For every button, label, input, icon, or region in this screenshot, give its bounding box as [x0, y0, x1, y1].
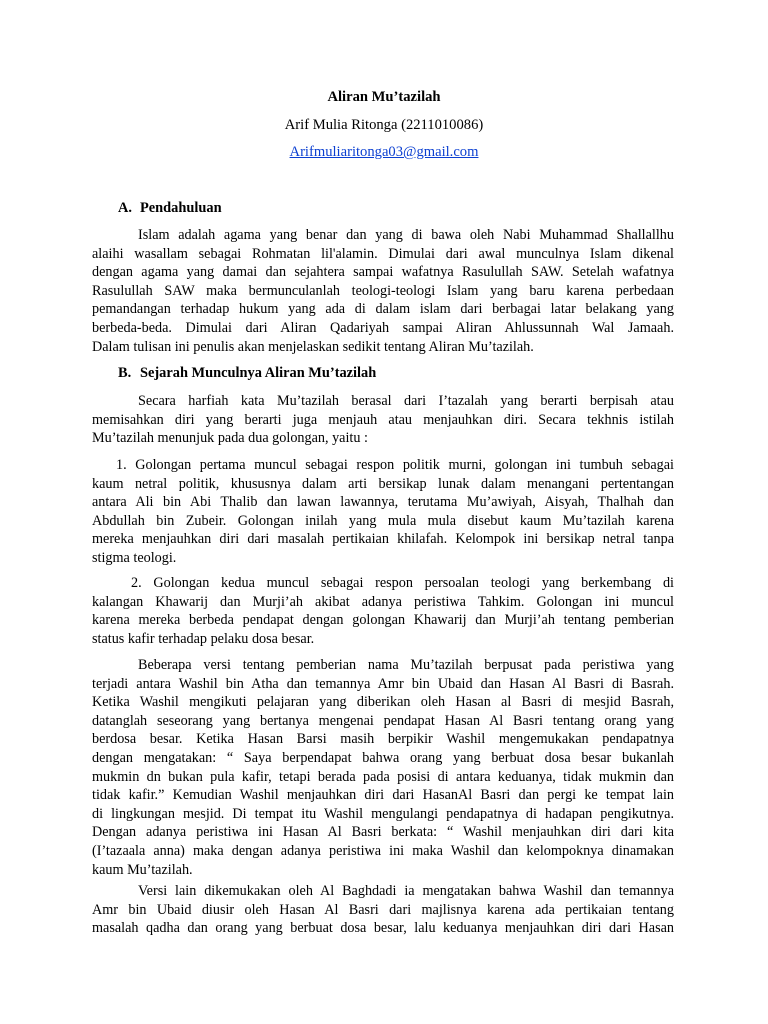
- author-line: Arif Mulia Ritonga (2211010086): [284, 117, 484, 133]
- text-line: terjadi antara Washil bin Atha dan temannya Amr bin Ubaid dan Hasan Al Basri di Basrah.: [92, 675, 674, 692]
- section-title: Pendahuluan: [140, 200, 222, 216]
- section-heading-a: [118, 199, 222, 218]
- text-line: mereka menjauhkan diri dari masalah pertikaian khilafah. Kelompok ini bersikap netral tanpa: [92, 531, 674, 548]
- text-line: datanglah seseorang yang bertanya mengenai pendapat Hasan Al Basri tentang orang yang: [92, 712, 674, 729]
- email-line: [0, 143, 768, 162]
- email-link[interactable]: Arifmuliaritonga03@gmail.com: [289, 144, 479, 160]
- paragraph-pendahuluan: [92, 226, 674, 356]
- text-line: Rasulullah SAW maka bermunculanlah teologi-teologi Islam yang baru karena perbedaan: [92, 282, 674, 299]
- text-line: stigma teologi.: [92, 549, 177, 566]
- text-line: memisahkan diri yang berarti juga menjauh atau menjauhkan diri. Secara tekhnis istilah: [92, 411, 674, 428]
- text-line: tidak kafir.” Kemudian Washil menjauhkan diri dari HasanAl Basri dan pergi ke tempat lain: [92, 787, 674, 804]
- paragraph-naming: [92, 656, 674, 879]
- text-line: alaihi wasallam sebagai Rohmatan lil'alamin. Dimulai dari awal munculnya Islam dikenal: [92, 245, 674, 262]
- text-line: 2. Golongan kedua muncul sebagai respon persoalan teologi yang berkembang di: [131, 575, 674, 591]
- text-line: berbeda-beda. Dimulai dari Aliran Qadariyah sampai Aliran Ahlussunnah Wal Jamaah.: [92, 319, 674, 336]
- paragraph-definition: [92, 392, 674, 448]
- section-label: A.: [118, 200, 132, 216]
- list-item-2: [92, 574, 674, 648]
- text-line: berdosa besar. Ketika Hasan Barsi masih berpikir Washil mengemukakan pendapatnya: [92, 731, 674, 748]
- text-line: dengan agama yang damai dan sejahtera sampai wafatnya Rasulullah SAW. Setelah wafatnya: [92, 264, 674, 281]
- text-line: antara Ali bin Abi Thalib dan lawan lawannya, terutama Mu’awiyah, Aisyah, Thalhah dan: [92, 494, 674, 511]
- text-line: Ketika Washil mengikuti pelajaran yang diberikan oleh Hasan al Basri di mesjid Basrah,: [92, 694, 674, 711]
- text-line: masalah qadha dan orang yang berbuat dosa besar, lalu keduanya menjauhkan diri dari Hasan: [92, 920, 674, 937]
- section-heading-b: [118, 364, 376, 383]
- text-line: Dalam tulisan ini penulis akan menjelaskan sedikit tentang Aliran Mu’tazilah.: [92, 338, 534, 355]
- text-line: pemandangan terhadap hukum yang ada di dalam islam dari berbagai latar belakang yang: [92, 301, 674, 318]
- paragraph-another-version: [92, 882, 674, 938]
- text-line: (I’tazaala anna) maka dengan adanya peristiwa ini maka Washil dan kelompoknya dinamakan: [92, 842, 674, 859]
- text-line: Secara harfiah kata Mu’tazilah berasal dari I’tazalah yang berarti berpisah atau: [138, 393, 674, 409]
- text-line: karena mereka berbeda pendapat dengan golongan Khawarij dan Murji’ah tentang pemberian: [92, 612, 674, 629]
- text-line: Mu’tazilah menunjuk pada dua golongan, yaitu :: [92, 430, 368, 447]
- text-line: Beberapa versi tentang pemberian nama Mu’tazilah berpusat pada peristiwa yang: [138, 657, 674, 673]
- text-line: Versi lain dikemukakan oleh Al Baghdadi ia mengatakan bahwa Washil dan temannya: [138, 883, 674, 899]
- text-line: kaum Mu’tazilah.: [92, 861, 193, 878]
- text-line: Islam adalah agama yang benar dan yang di bawa oleh Nabi Muhammad Shallallhu: [138, 227, 674, 243]
- document-title: Aliran Mu’tazilah: [327, 89, 441, 105]
- text-line: Dengan adanya peristiwa ini Hasan Al Basri berkata: “ Washil menjauhkan diri dari kita: [92, 824, 674, 841]
- text-line: Amr bin Ubaid diusir oleh Hasan Al Basri dari majlisnya karena ada pertikaian tentang: [92, 901, 674, 918]
- text-line: dengan mengatakan: “ Saya berpendapat bahwa orang yang berbuat dosa besar bukanlah: [92, 749, 674, 766]
- text-line: kaum netral politik, khususnya dalam arti bersikap lunak dalam menangani pertentangan: [92, 475, 674, 492]
- text-line: di lingkungan mesjid. Di tempat itu Washil mengulangi pendapatnya di hadapan pengikutnya.: [92, 805, 674, 822]
- text-line: Abdullah bin Zubeir. Golongan inilah yang mula mula disebut kaum Mu’tazilah karena: [92, 512, 674, 529]
- text-line: mukmin dn bukan pula kafir, tetapi berada pada posisi di antara keduanya, tidak mukmin dan: [92, 768, 674, 785]
- section-label: B.: [118, 365, 132, 381]
- text-line: status kafir terhadap pelaku dosa besar.: [92, 630, 315, 647]
- text-line: 1. Golongan pertama muncul sebagai respon politik murni, golongan ini tumbuh sebagai: [116, 457, 674, 473]
- text-line: kalangan Khawarij dan Murji’ah akibat adanya peristiwa Tahkim. Golongan ini muncul: [92, 593, 674, 610]
- section-title: Sejarah Munculnya Aliran Mu’tazilah: [140, 365, 377, 381]
- list-item-1: [92, 456, 674, 568]
